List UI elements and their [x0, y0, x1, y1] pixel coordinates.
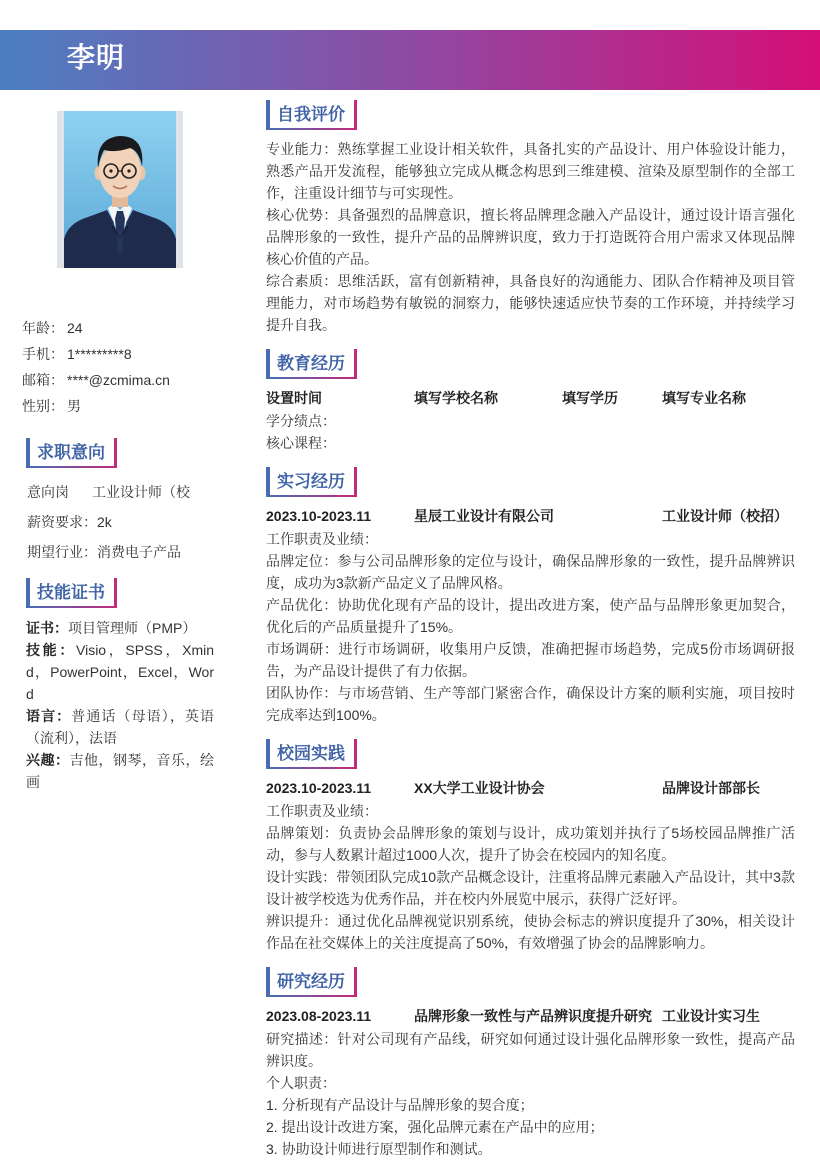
skills-section: [26, 578, 214, 793]
portrait-image: [64, 111, 176, 268]
campus-period: 2023.10-2023.11: [266, 780, 372, 796]
skill-value: Visio，SPSS，Xmind，PowerPoint，Excel，Word: [26, 642, 215, 702]
skill-label: 语言：: [26, 708, 72, 724]
duties-label: 工作职责及业绩：: [266, 803, 378, 819]
section-heading: [266, 739, 795, 769]
intention-salary: [26, 507, 214, 537]
duty-item: 产品优化：协助优化现有产品的设计，提出改进方案，使产品与品牌形象更加契合，优化后的产品质量提升了15%。: [266, 597, 795, 635]
candidate-name: 李明: [67, 42, 126, 73]
research-section: [266, 967, 795, 1160]
info-label: 年龄：: [22, 320, 64, 336]
education-section: [266, 349, 795, 454]
education-header-row: [266, 387, 795, 409]
intention-position: [26, 477, 214, 507]
duty-item: 辨识提升：通过优化品牌视觉识别系统，使协会标志的辨识度提升了30%，相关设计作品在社交媒体上的关注度提高了50%，有效增强了协会的品牌影响力。: [266, 913, 795, 951]
section-heading: [266, 467, 795, 497]
research-project: 品牌形象一致性与产品辨识度提升研究: [414, 1008, 652, 1024]
duty-item: 设计实践：带领团队完成10款产品概念设计，注重将品牌元素融入产品设计，其中3款设计被学校选为优秀作品，并在校内外展览中展示，获得广泛好评。: [266, 869, 795, 907]
info-age: [22, 315, 222, 341]
duty-item: 团队协作：与市场营销、生产等部门紧密合作，确保设计方案的顺利实施，项目按时完成率达到100%。: [266, 685, 795, 723]
intention-label: 意向岗: [27, 484, 69, 500]
campus-section: [266, 739, 795, 954]
evaluation-paragraph: 专业能力：熟练掌握工业设计相关软件，具备扎实的产品设计、用户体验设计能力，熟悉产品开发流程，能够独立完成从概念构思到三维建模、渲染及原型制作的全部工作，注重设计细节与可实现性。: [266, 141, 795, 201]
skill-languages: [26, 705, 214, 749]
duty-item: 品牌策划：负责协会品牌形象的策划与设计，成功策划并执行了5场校园品牌推广活动，参与人数累计超过1000人次，提升了协会在校园内的知名度。: [266, 825, 795, 863]
info-phone: [22, 341, 222, 367]
main-content: [266, 100, 795, 1160]
education-courses: 核心课程：: [266, 435, 336, 451]
campus-organization: XX大学工业设计协会: [414, 780, 545, 796]
intention-label: 薪资要求：: [27, 514, 97, 530]
section-title: 技能证书: [26, 578, 117, 608]
responsibility-item: 1. 分析现有产品设计与品牌形象的契合度；: [266, 1097, 534, 1113]
intention-value: 工业设计师（校: [92, 484, 190, 500]
skill-certificate: [26, 617, 214, 639]
info-value: 男: [67, 398, 81, 414]
intention-value: 2k: [97, 514, 112, 530]
info-value: 24: [67, 320, 83, 336]
section-heading: [26, 578, 214, 608]
internship-section: [266, 467, 795, 726]
internship-company: 星辰工业设计有限公司: [414, 508, 554, 524]
section-title: 自我评价: [266, 100, 357, 130]
education-degree: 填写学历: [562, 390, 618, 406]
info-value: ****@zcmima.cn: [67, 372, 170, 388]
skill-value: 项目管理师（PMP）: [68, 620, 197, 636]
info-label: 性别：: [22, 398, 64, 414]
section-heading: [266, 100, 795, 130]
info-gender: [22, 393, 222, 419]
info-email: [22, 367, 222, 393]
evaluation-paragraph: 核心优势：具备强烈的品牌意识，擅长将品牌理念融入产品设计，通过设计语言强化品牌形象的一致性，提升产品的品牌辨识度，致力于打造既符合用户需求又体现品牌核心价值的产品。: [266, 207, 795, 267]
duty-item: 品牌定位：参与公司品牌形象的定位与设计，确保品牌形象的一致性，提升品牌辨识度，成功为3款新产品定义了品牌风格。: [266, 553, 795, 591]
internship-header-row: [266, 505, 795, 527]
skill-value: 吉他，钢琴，音乐，绘画: [26, 752, 214, 790]
education-time: 设置时间: [266, 390, 322, 406]
job-intention-section: [26, 438, 214, 567]
info-label: 手机：: [22, 346, 64, 362]
section-heading: [266, 967, 795, 997]
profile-photo: [57, 111, 183, 268]
basic-info: [22, 315, 222, 419]
internship-role: 工业设计师（校招）: [662, 508, 788, 524]
intention-value: 消费电子产品: [97, 544, 181, 560]
section-title: 研究经历: [266, 967, 357, 997]
duties-label: 工作职责及业绩：: [266, 531, 378, 547]
research-role: 工业设计实习生: [662, 1008, 760, 1024]
responsibilities-label: 个人职责：: [266, 1075, 336, 1091]
section-title: 实习经历: [266, 467, 357, 497]
self-evaluation-section: [266, 100, 795, 336]
research-period: 2023.08-2023.11: [266, 1008, 372, 1024]
education-school: 填写学校名称: [414, 390, 498, 406]
section-heading: [266, 349, 795, 379]
responsibility-item: 2. 提出设计改进方案，强化品牌元素在产品中的应用；: [266, 1119, 604, 1135]
section-heading: [26, 438, 214, 468]
intention-industry: [26, 537, 214, 567]
info-value: 1*********8: [67, 346, 132, 362]
section-title: 求职意向: [26, 438, 117, 468]
education-gpa: 学分绩点：: [266, 413, 336, 429]
research-header-row: [266, 1005, 795, 1027]
duty-item: 市场调研：进行市场调研，收集用户反馈，准确把握市场趋势，完成5份市场调研报告，为产品设计提供了有力依据。: [266, 641, 795, 679]
research-description: 研究描述：针对公司现有产品线，研究如何通过设计强化品牌形象一致性，提高产品辨识度。: [266, 1031, 795, 1069]
skill-label: 兴趣：: [26, 752, 70, 768]
evaluation-paragraph: 综合素质：思维活跃，富有创新精神，具备良好的沟通能力、团队合作精神及项目管理能力，对市场趋势有敏锐的洞察力，能够快速适应快节奏的工作环境，并持续学习提升自我。: [266, 273, 795, 333]
skill-interests: [26, 749, 214, 793]
internship-period: 2023.10-2023.11: [266, 508, 372, 524]
education-major: 填写专业名称: [662, 390, 746, 406]
intention-label: 期望行业：: [27, 544, 97, 560]
section-title: 校园实践: [266, 739, 357, 769]
info-label: 邮箱：: [22, 372, 64, 388]
responsibility-item: 3. 协助设计师进行原型制作和测试。: [266, 1141, 492, 1157]
section-title: 教育经历: [266, 349, 357, 379]
campus-header-row: [266, 777, 795, 799]
skill-value: 普通话（母语），英语（流利），法语: [26, 708, 214, 746]
header-banner: [0, 30, 820, 90]
skill-label: 证书：: [26, 620, 68, 636]
skill-label: 技能：: [26, 642, 76, 658]
skill-tools: [26, 639, 214, 705]
campus-role: 品牌设计部部长: [662, 780, 760, 796]
